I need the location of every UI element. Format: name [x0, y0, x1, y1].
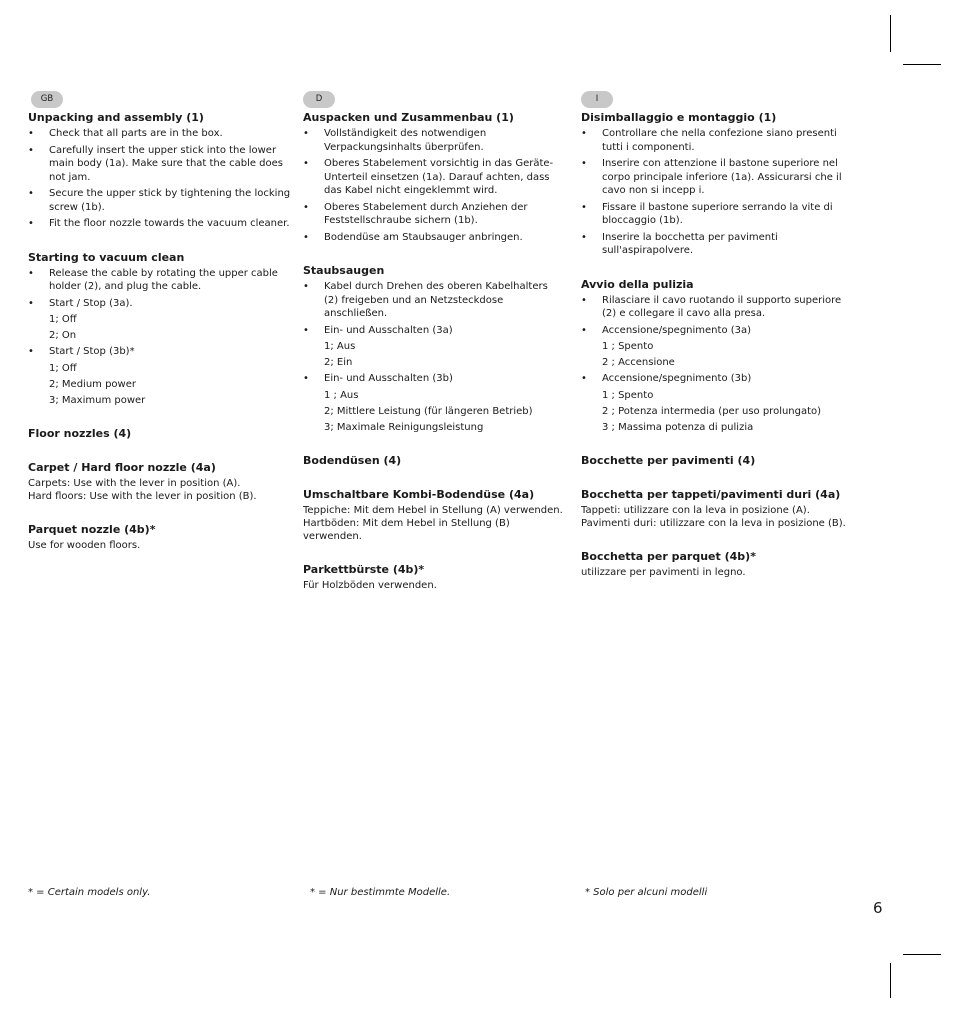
crop-mark-top-vertical — [890, 15, 891, 52]
column-english — [28, 91, 296, 572]
section-unpacking — [581, 111, 851, 258]
paragraph: utilizzare per pavimenti in legno. — [581, 567, 746, 578]
section-starting — [303, 264, 565, 434]
sub-item: 2 ; Accensione — [602, 357, 675, 368]
bullet-list — [581, 294, 851, 338]
section-floor-nozzles — [581, 454, 851, 468]
sub-item: 1 ; Spento — [602, 389, 654, 401]
list-item: • Kabel durch Drehen des oberen Kabelhalters (2) freigeben und an Netzsteckdose anschließen. — [303, 280, 565, 321]
sub-item: 1 ; Spento — [602, 341, 654, 352]
list-item: • Start / Stop (3b)* — [28, 345, 296, 359]
section-unpacking — [28, 111, 296, 231]
language-badge: GB — [31, 91, 63, 108]
section-title: Bocchetta per parquet (4b)* — [581, 550, 756, 563]
list-item: • Oberes Stabelement vorsichtig in das Geräte-Unterteil einsetzen (1a). Darauf achten, dass das Kabel nicht eingeklemmt wird. — [303, 157, 565, 198]
list-item: • Release the cable by rotating the upper cable holder (2), and plug the cable. — [28, 267, 296, 294]
crop-mark-bottom-vertical — [890, 963, 891, 998]
section-title: Bocchette per pavimenti (4) — [581, 454, 756, 467]
language-badge: D — [303, 91, 335, 108]
list-item: • Bodendüse am Staubsauger anbringen. — [303, 231, 565, 245]
list-item: • Ein- und Ausschalten (3b) — [303, 372, 565, 386]
section-carpet-nozzle — [581, 488, 851, 530]
footnote-italian: * Solo per alcuni modelli — [585, 887, 708, 898]
column-german — [303, 91, 565, 612]
list-item: • Controllare che nella confezione siano presenti tutti i componenti. — [581, 127, 851, 154]
list-item: • Vollständigkeit des notwendigen Verpackungsinhalts überprüfen. — [303, 127, 565, 154]
sub-item: 1; Off — [49, 314, 77, 325]
sub-item: 2; Medium power — [49, 378, 136, 390]
section-title: Disimballaggio e montaggio (1) — [581, 111, 777, 124]
bullet-list — [303, 127, 565, 244]
section-title: Staubsaugen — [303, 264, 385, 277]
footnote-german: * = Nur bestimmte Modelle. — [310, 887, 451, 898]
bullet-list — [28, 267, 296, 311]
section-title: Umschaltbare Kombi-Bodendüse (4a) — [303, 488, 535, 501]
sub-item: 1 ; Aus — [324, 389, 359, 401]
paragraph: Für Holzböden verwenden. — [303, 580, 437, 591]
sub-item: 3; Maximale Reinigungsleistung — [324, 421, 484, 433]
section-starting — [28, 251, 296, 408]
section-parquet-nozzle — [581, 550, 851, 579]
list-item: • Start / Stop (3a). — [28, 297, 296, 311]
list-item: • Oberes Stabelement durch Anziehen der Feststellschraube sichern (1b). — [303, 201, 565, 228]
bullet-list — [28, 127, 296, 231]
sub-item: 1; Off — [49, 362, 77, 374]
section-unpacking — [303, 111, 565, 244]
list-item: • Carefully insert the upper stick into the lower main body (1a). Make sure that the cable does not jam. — [28, 144, 296, 185]
section-title: Avvio della pulizia — [581, 277, 694, 291]
section-parquet-nozzle — [28, 523, 296, 552]
sub-item: 2; Mittlere Leistung (für längeren Betrieb) — [324, 405, 533, 417]
column-italian — [581, 91, 851, 599]
paragraph: Hartböden: Mit dem Hebel in Stellung (B) verwenden. — [303, 518, 510, 542]
sub-item: 3; Maximum power — [49, 394, 146, 406]
list-item: • Inserire la bocchetta per pavimenti sull'aspirapolvere. — [581, 231, 851, 258]
sub-item: 2; On — [49, 330, 77, 341]
list-item: • Accensione/spegnimento (3a) — [581, 324, 851, 338]
crop-mark-top-horizontal — [903, 64, 941, 65]
paragraph: Carpets: Use with the lever in position (A). — [28, 478, 241, 489]
section-title: Carpet / Hard floor nozzle (4a) — [28, 461, 216, 474]
section-title: Parquet nozzle (4b)* — [28, 523, 156, 536]
crop-mark-bottom-horizontal — [903, 954, 941, 955]
bullet-list — [303, 280, 565, 337]
list-item: • Secure the upper stick by tightening the locking screw (1b). — [28, 187, 296, 214]
section-title: Starting to vacuum clean — [28, 250, 185, 264]
section-title: Auspacken und Zusammenbau (1) — [303, 111, 514, 124]
section-carpet-nozzle — [303, 488, 565, 543]
section-starting — [581, 278, 851, 435]
list-item: • Fit the floor nozzle towards the vacuum cleaner. — [28, 217, 296, 231]
paragraph: Pavimenti duri: utilizzare con la leva in posizione (B). — [581, 518, 846, 529]
paragraph: Use for wooden floors. — [28, 540, 141, 551]
bullet-list — [581, 127, 851, 258]
paragraph: Hard floors: Use with the lever in position (B). — [28, 491, 257, 502]
list-item: • Check that all parts are in the box. — [28, 127, 296, 141]
section-title: Floor nozzles (4) — [28, 427, 132, 440]
list-item: • Accensione/spegnimento (3b) — [581, 372, 851, 386]
section-carpet-nozzle — [28, 461, 296, 503]
list-item: • Inserire con attenzione il bastone superiore nel corpo principale inferiore (1a). Assicurarsi che il cavo non si incepp i. — [581, 157, 851, 198]
list-item: • Ein- und Ausschalten (3a) — [303, 324, 565, 338]
section-title: Bodendüsen (4) — [303, 454, 402, 467]
bullet-list — [28, 345, 296, 359]
paragraph: Tappeti: utilizzare con la leva in posizione (A). — [581, 505, 810, 516]
list-item: • Fissare il bastone superiore serrando la vite di bloccaggio (1b). — [581, 201, 851, 228]
sub-item: 3 ; Massima potenza di pulizia — [602, 421, 754, 433]
section-title: Parkettbürste (4b)* — [303, 563, 425, 576]
sub-item: 1; Aus — [324, 341, 356, 352]
section-floor-nozzles — [28, 427, 296, 441]
page-number: 6 — [873, 899, 883, 917]
paragraph: Teppiche: Mit dem Hebel in Stellung (A) verwenden. — [303, 505, 563, 516]
sub-item: 2; Ein — [324, 357, 353, 368]
footnote-english: * = Certain models only. — [28, 887, 151, 898]
list-item: • Rilasciare il cavo ruotando il supporto superiore (2) e collegare il cavo alla presa. — [581, 294, 851, 321]
sub-item: 2 ; Potenza intermedia (per uso prolungato) — [602, 405, 822, 417]
section-floor-nozzles — [303, 454, 565, 468]
section-title: Unpacking and assembly (1) — [28, 111, 204, 124]
bullet-list — [303, 372, 565, 386]
section-parquet-nozzle — [303, 563, 565, 592]
bullet-list — [581, 372, 851, 386]
language-badge: I — [581, 91, 613, 108]
section-title: Bocchetta per tappeti/pavimenti duri (4a) — [581, 488, 841, 501]
